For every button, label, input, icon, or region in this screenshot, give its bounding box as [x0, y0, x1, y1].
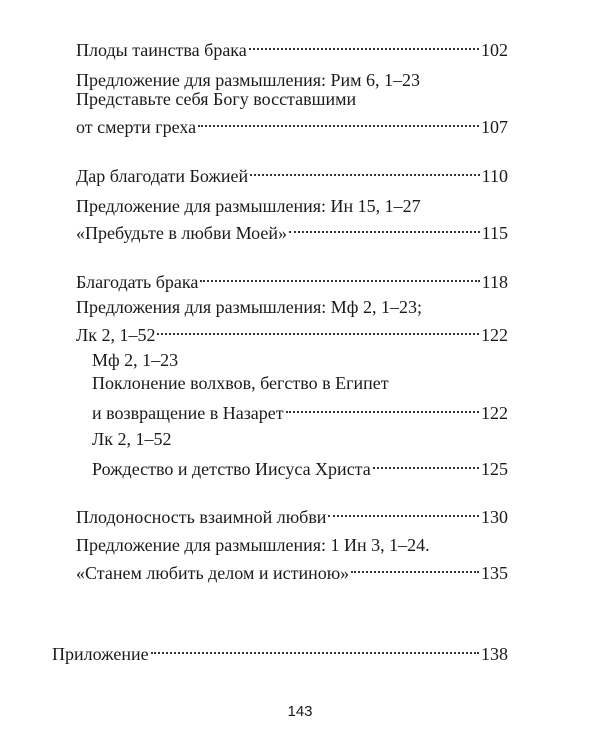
toc-entry-title: Предложение для размышления: Рим 6, 1–23 [76, 70, 421, 90]
toc-entry-page: 130 [481, 507, 508, 527]
toc-entry-appendix [52, 634, 508, 666]
toc-entry-page: 135 [481, 563, 508, 583]
toc-entry-title: Благодать брака [76, 272, 199, 292]
toc-entry-subtitle: «Пребудьте в любви Моей» [76, 223, 287, 243]
toc-entry-subtitle: «Станем любить делом и истиною» [76, 563, 350, 583]
toc-entry-title: Плодоносность взаимной любви [76, 507, 327, 527]
toc-entry-grace-of-marriage [76, 262, 508, 294]
dot-leader [286, 387, 479, 413]
dot-leader [200, 256, 479, 282]
toc-entry-title: Дар благодати Божией [76, 166, 249, 186]
dot-leader [157, 309, 479, 335]
toc-entry-title: Плоды таинства брака [76, 40, 247, 60]
page-number: 143 [287, 703, 313, 720]
dot-leader [198, 101, 479, 127]
toc-entry-page: 110 [481, 166, 508, 186]
toc-entry-title: Предложение для размышления: Ин 15, 1–27 [76, 196, 421, 216]
dot-leader [351, 547, 479, 573]
toc-entry-page: 138 [481, 644, 508, 664]
toc-entry-title: Приложение [52, 644, 149, 664]
toc-entry-page: 125 [481, 459, 508, 479]
toc-entry-page: 102 [481, 40, 508, 60]
dot-leader [289, 207, 480, 233]
toc-subentry-title: Поклонение волхвов, бегство в Египет [92, 373, 389, 393]
toc-entry-gift-of-grace [76, 156, 508, 188]
toc-subentry-nativity [92, 449, 508, 481]
toc-subentry-title: и возвращение в Назарет [92, 403, 284, 423]
toc-entry-fruitfulness-of-love [76, 497, 508, 529]
dot-leader [249, 24, 479, 50]
toc-entry-matthew-luke [76, 315, 508, 347]
dot-leader [151, 628, 479, 654]
toc-entry-page: 115 [481, 223, 508, 243]
toc-entry-fruits-of-marriage-sacrament [76, 30, 508, 62]
toc-entry-title: Предложение для размышления: 1 Ин 3, 1–24. [76, 535, 430, 555]
dot-leader [328, 491, 479, 517]
toc-entry-title: Предложения для размышления: Мф 2, 1–23; [76, 297, 422, 317]
toc-entry-john-15 [76, 213, 508, 245]
toc-entry-romans-6 [76, 107, 508, 139]
toc-entry-line [92, 348, 508, 372]
toc-entry-page: 118 [481, 272, 508, 292]
toc-subentry-reference: Лк 2, 1–52 [92, 429, 172, 449]
dot-leader [373, 443, 479, 469]
toc-entry-page: 122 [481, 325, 508, 345]
toc-entry-subtitle: от смерти греха [76, 117, 197, 137]
toc-entry-subtitle: Представьте себя Богу восставшими [76, 89, 357, 109]
toc-entry-page: 107 [481, 117, 508, 137]
toc-entry-1-john-3 [76, 553, 508, 585]
toc-subentry-magi [92, 393, 508, 425]
dot-leader [250, 150, 480, 176]
toc-entry-page: 122 [481, 403, 508, 423]
toc-subentry-reference: Мф 2, 1–23 [92, 350, 179, 370]
toc-entry-subtitle: Лк 2, 1–52 [76, 325, 156, 345]
toc-subentry-title: Рождество и детство Иисуса Христа [92, 459, 371, 479]
